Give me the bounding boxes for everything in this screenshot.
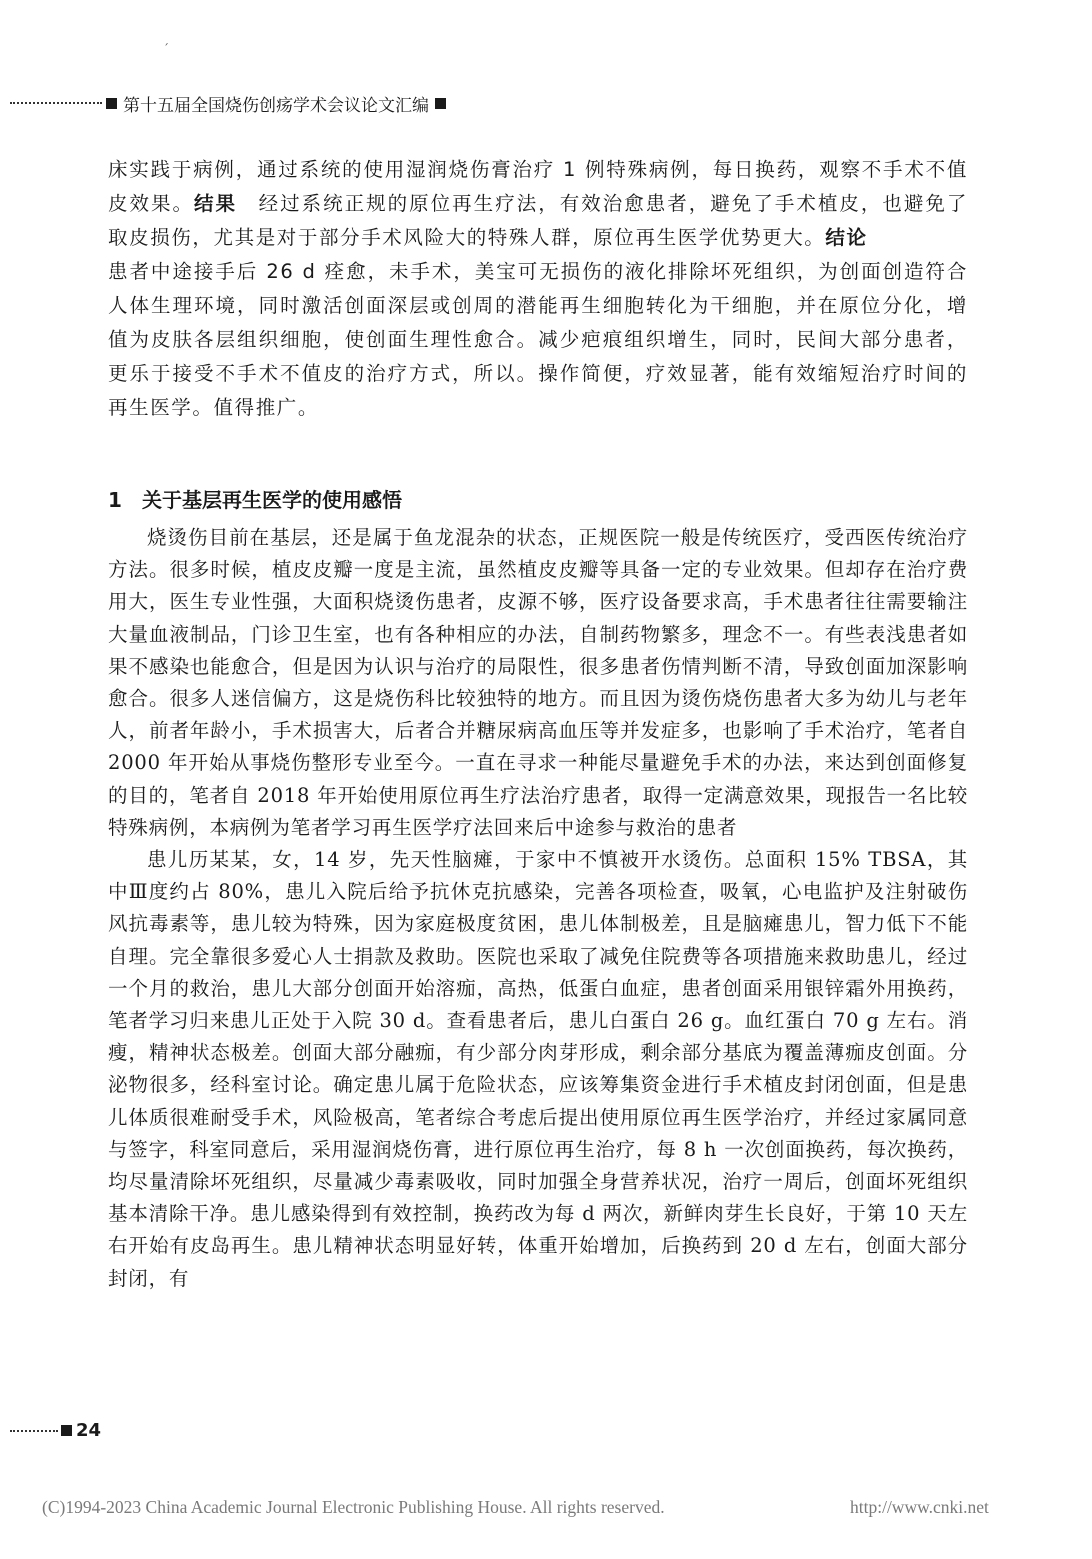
- section-title: 关于基层再生医学的使用感悟: [142, 488, 402, 512]
- header-square-icon: [106, 98, 117, 109]
- body-paragraph-1: 烧烫伤目前在基层，还是属于鱼龙混杂的状态，正规医院一般是传统医疗，受西医传统治疗方法。很多时候，植皮皮瓣一度是主流，虽然植皮皮瓣等具备一定的专业效果。但却存在治疗费用大，医生专业性强，大面积烧烫伤患者，皮源不够，医疗设备要求高，手术患者往往需要输注大量血液制品，门诊卫生室，也有各种相应的办法，自制药物繁多，理念不一。有些表浅患者如果不感染也能愈合，但是因为认识与治疗的局限性，很多患者伤情判断不清，导致创面加深影响愈合。很多人迷信偏方，这是烧伤科比较独特的地方。而且因为烫伤烧伤患者大多为幼儿与老年人，前者年龄小，手术损害大，后者合并糖尿病高血压等并发症多，也影响了手术治疗，笔者自 2000 年开始从事烧伤整形专业至今。一直在寻求一种能尽量避免手术的办法，来达到创面修复的目的，笔者自 2018 年开始使用原位再生疗法治疗患者，取得一定满意效果，现报告一名比较特殊病例，本病例为笔者学习再生医学疗法回来后中途参与救治的患者: [108, 526, 968, 839]
- conclusion-keyword: 结论: [825, 226, 868, 249]
- header-square-icon-right: [435, 98, 446, 109]
- section-heading: [108, 484, 402, 513]
- footer-square-icon: [61, 1425, 72, 1436]
- abstract-segment-2: 经过系统正规的原位再生疗法，有效治愈患者，避免了手术植皮，也避免了取皮损伤，尤其是对于部分手术风险大的特殊人群，原位再生医学优势更大。: [108, 192, 969, 249]
- abstract-text: [108, 153, 968, 425]
- footer-dotted-rule: [10, 1430, 58, 1432]
- page-number: 24: [76, 1420, 102, 1441]
- running-header-title: 第十五届全国烧伤创疡学术会议论文汇编: [123, 95, 429, 116]
- results-keyword: 结果: [194, 192, 238, 215]
- body-paragraph-2: 患儿历某某，女，14 岁，先天性脑瘫，于家中不慎被开水烫伤。总面积 15% TBSA，其中Ⅲ度约占 80%，患儿入院后给予抗休克抗感染，完善各项检查，吸氧，心电监护及注射破伤风抗毒素等，患儿较为特殊，因为家庭极度贫困，患儿体制极差，且是脑瘫患儿，智力低下不能自理。完全靠很多爱心人士捐款及救助。医院也采取了减免住院费等各项措施来救助患儿，经过一个月的救治，患儿大部分创面开始溶痂，高热，低蛋白血症，患者创面采用银锌霜外用换药，笔者学习归来患儿正处于入院 30 d。查看患者后，患儿白蛋白 26 g。血红蛋白 70 g 左右。消瘦，精神状态极差。创面大部分融痂，有少部分肉芽形成，剩余部分基底为覆盖薄痂皮创面。分泌物很多，经科室讨论。确定患儿属于危险状态，应该筹集资金进行手术植皮封闭创面，但是患儿体质很难耐受手术，风险极高，笔者综合考虑后提出使用原位再生医学治疗，并经过家属同意与签字，科室同意后，采用湿润烧伤膏，进行原位再生治疗，每 8 h 一次创面换药，每次换药，均尽量清除坏死组织，尽量减少毒素吸收，同时加强全身营养状况，治疗一周后，创面坏死组织基本清除干净。患儿感染得到有效控制，换药改为每 d 两次，新鲜肉芽生长良好，于第 10 天左右开始有皮岛再生。患儿精神状态明显好转，体重开始增加，后换药到 20 d 左右，创面大部分封闭，有: [108, 848, 968, 1290]
- page-footer: [10, 1420, 101, 1441]
- section-number: 1: [108, 488, 122, 512]
- running-header: [10, 90, 610, 116]
- copyright-text: (C)1994-2023 China Academic Journal Electronic Publishing House. All rights reserved.: [42, 1497, 665, 1517]
- abstract-segment-1: 床实践于病例，通过系统的使用湿润烧伤膏治疗 1 例特殊病例，每日换药，观察不手术不值皮效果。: [108, 158, 968, 215]
- tick-mark: ˊ: [163, 42, 169, 56]
- header-dotted-rule: [10, 102, 102, 104]
- body-text: [108, 522, 968, 1295]
- copyright-line: [42, 1497, 1042, 1518]
- abstract-segment-3: 患者中途接手后 26 d 痊愈，未手术，美宝可无损伤的液化排除坏死组织，为创面创造符合人体生理环境，同时激活创面深层或创周的潜能再生细胞转化为干细胞，并在原位分化，增值为皮肤各层组织细胞，使创面生理性愈合。减少疤痕组织增生，同时，民间大部分患者，更乐于接受不手术不值皮的治疗方式，所以。操作简便，疗效显著，能有效缩短治疗时间的再生医学。值得推广。: [108, 260, 968, 419]
- cnki-url: http://www.cnki.net: [850, 1497, 989, 1517]
